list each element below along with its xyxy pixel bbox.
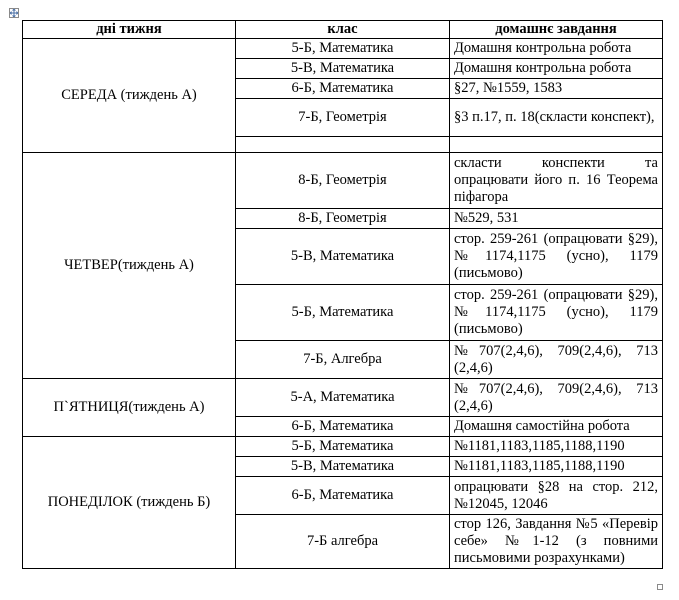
homework-cell[interactable]: №529, 531: [450, 209, 663, 229]
class-cell[interactable]: 5-Б, Математика: [236, 437, 450, 457]
class-cell[interactable]: 7-Б, Алгебра: [236, 341, 450, 379]
table-row: [23, 437, 663, 457]
homework-cell[interactable]: скласти конспекти та опрацювати його п. 16 Теорема піфагора: [450, 153, 663, 209]
class-cell[interactable]: 7-Б алгебра: [236, 515, 450, 569]
homework-cell[interactable]: №1181,1183,1185,1188,1190: [450, 437, 663, 457]
header-homework: домашнє завдання: [450, 21, 663, 39]
day-cell-monday[interactable]: ПОНЕДІЛОК (тиждень Б): [23, 437, 236, 569]
class-cell[interactable]: 6-Б, Математика: [236, 417, 450, 437]
header-day: дні тижня: [23, 21, 236, 39]
class-cell[interactable]: 8-Б, Геометрія: [236, 153, 450, 209]
homework-cell[interactable]: стор. 259-261 (опрацювати §29), №1174,1175 (усно), 1179 (письмово): [450, 229, 663, 285]
class-cell[interactable]: 8-Б, Геометрія: [236, 209, 450, 229]
class-cell[interactable]: 5-Б, Математика: [236, 39, 450, 59]
table-header-row: [23, 21, 663, 39]
table-move-handle-icon[interactable]: [9, 8, 19, 18]
class-cell[interactable]: 5-А, Математика: [236, 379, 450, 417]
table-row: [23, 153, 663, 209]
homework-cell[interactable]: §27, №1559, 1583: [450, 79, 663, 99]
header-class: клас: [236, 21, 450, 39]
class-cell[interactable]: 5-В, Математика: [236, 59, 450, 79]
homework-cell-empty[interactable]: [450, 137, 663, 153]
homework-cell[interactable]: №707(2,4,6), 709(2,4,6), 713 (2,4,6): [450, 379, 663, 417]
day-cell-thursday[interactable]: ЧЕТВЕР(тиждень А): [23, 153, 236, 379]
homework-cell[interactable]: №1181,1183,1185,1188,1190: [450, 457, 663, 477]
homework-cell[interactable]: опрацювати §28 на стор. 212, №12045, 12046: [450, 477, 663, 515]
class-cell[interactable]: 5-В, Математика: [236, 457, 450, 477]
homework-cell[interactable]: Домашня контрольна робота: [450, 39, 663, 59]
homework-cell[interactable]: №707(2,4,6), 709(2,4,6), 713 (2,4,6): [450, 341, 663, 379]
homework-cell[interactable]: Домашня контрольна робота: [450, 59, 663, 79]
homework-schedule-table: [22, 20, 663, 569]
class-cell[interactable]: 5-Б, Математика: [236, 285, 450, 341]
homework-cell[interactable]: стор 126, Завдання №5 «Перевір себе» №1-12 (з повними письмовими розрахунками): [450, 515, 663, 569]
homework-cell[interactable]: Домашня самостійна робота: [450, 417, 663, 437]
homework-cell[interactable]: §3 п.17, п. 18(скласти конспект),: [450, 99, 663, 137]
day-cell-friday[interactable]: П`ЯТНИЦЯ(тиждень А): [23, 379, 236, 437]
class-cell[interactable]: 5-В, Математика: [236, 229, 450, 285]
table-row: [23, 379, 663, 417]
homework-cell[interactable]: стор. 259-261 (опрацювати §29), №1174,1175 (усно), 1179 (письмово): [450, 285, 663, 341]
class-cell[interactable]: 6-Б, Математика: [236, 477, 450, 515]
class-cell[interactable]: 6-Б, Математика: [236, 79, 450, 99]
table-resize-handle[interactable]: [657, 584, 663, 590]
table-row: [23, 39, 663, 59]
class-cell-empty[interactable]: [236, 137, 450, 153]
day-cell-wednesday[interactable]: СЕРЕДА (тиждень А): [23, 39, 236, 153]
class-cell[interactable]: 7-Б, Геометрія: [236, 99, 450, 137]
